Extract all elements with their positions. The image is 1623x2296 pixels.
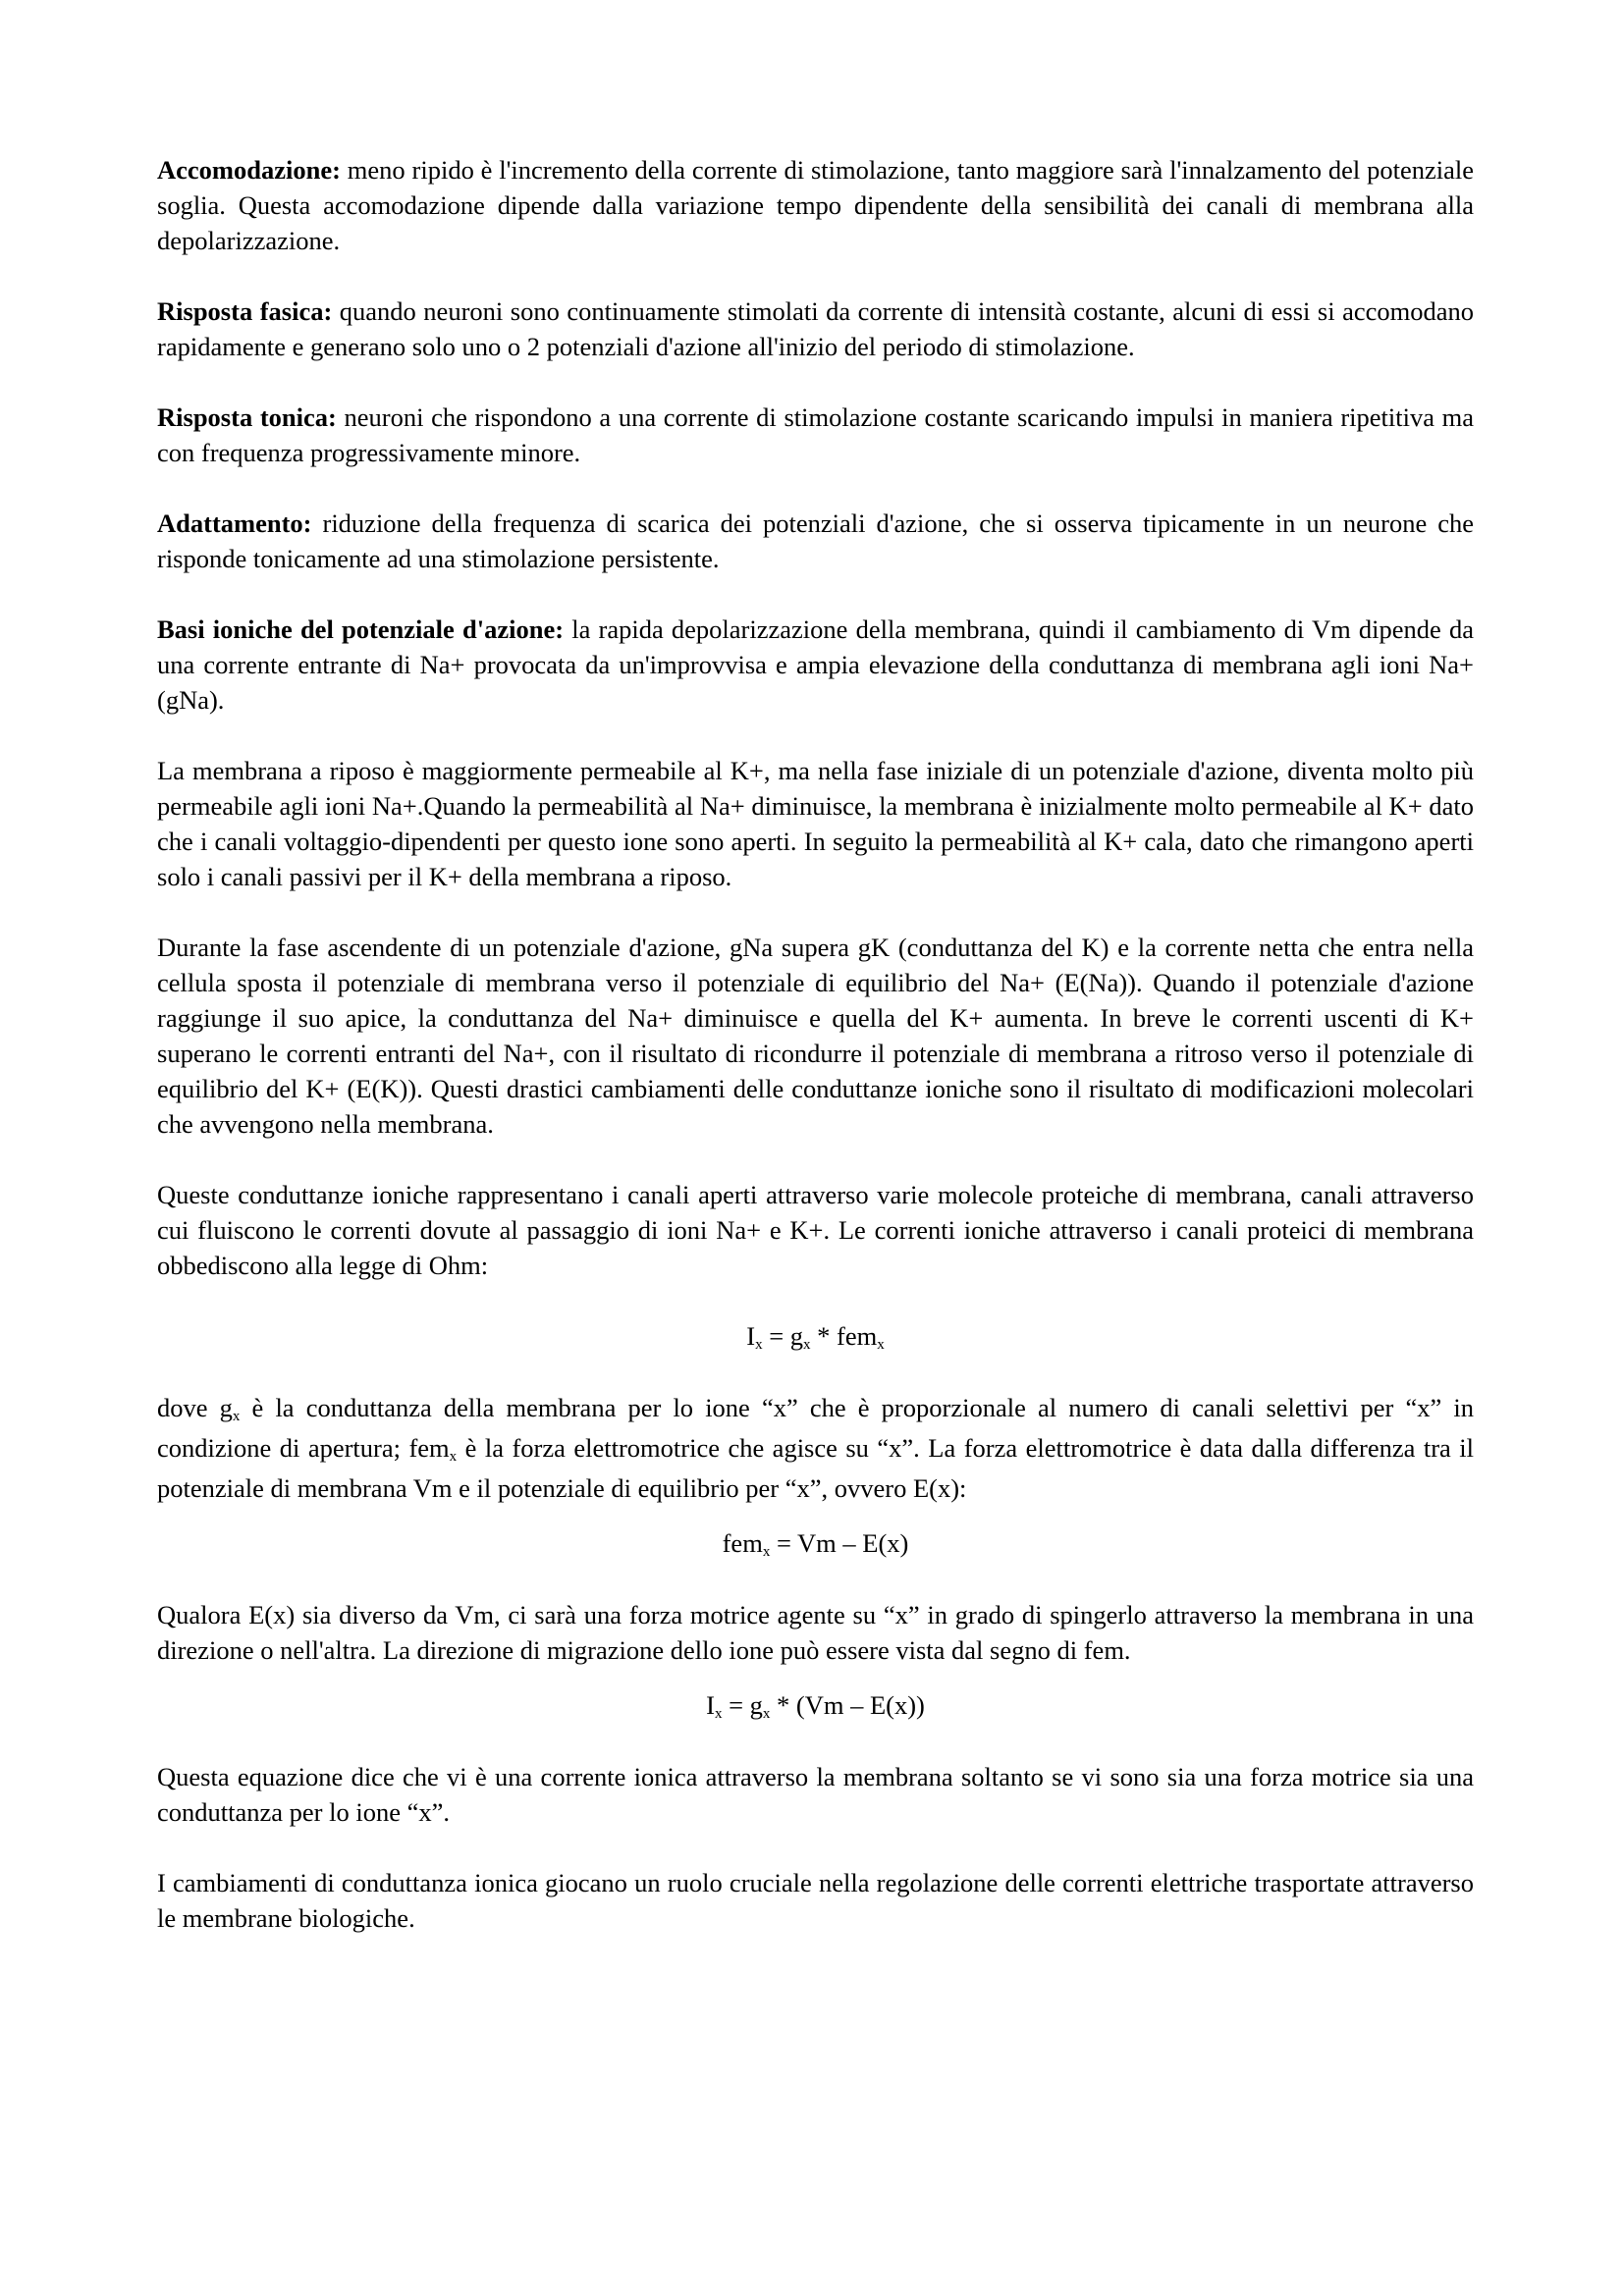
term-adattamento: Adattamento:	[157, 508, 312, 538]
paragraph-risposta-tonica	[157, 400, 1474, 470]
paragraph-cambiamenti: I cambiamenti di conduttanza ionica giocano un ruolo cruciale nella regolazione delle correnti elettriche trasportate attraverso le membrane biologiche.	[157, 1868, 1474, 1933]
formula-corrente-ionica: $I_x = g_x * (Vm - E(x))$	[706, 1690, 925, 1722]
term-risposta-fasica: Risposta fasica:	[157, 296, 333, 326]
paragraph-accomodazione	[157, 152, 1474, 258]
paragraph-questa-equazione: Questa equazione dice che vi è una corrente ionica attraverso la membrana soltanto se vi sono sia una forza motrice sia una conduttanza per lo ione “x”.	[157, 1762, 1474, 1827]
formula-ohm: $I_x = g_x * fem_x$	[746, 1321, 885, 1353]
paragraph-conduttanze-ioniche: Queste conduttanze ioniche rappresentano i canali aperti attraverso varie molecole proteiche di membrana, canali attraverso cui fluiscono le correnti dovute al passaggio di ioni Na+ e K+. Le correnti ioniche attraverso i canali proteici di membrana obbediscono alla legge di Ohm:	[157, 1180, 1474, 1280]
definition-risposta-fasica: quando neuroni sono continuamente stimolati da corrente di intensità costante, alcuni di essi si accomodano rapidamente e generano solo uno o 2 potenziali d'azione all'inizio del periodo di stimolazione.	[157, 296, 1474, 361]
paragraph-basi-ioniche	[157, 612, 1474, 718]
paragraph-membrana-riposo: La membrana a riposo è maggiormente permeabile al K+, ma nella fase iniziale di un potenziale d'azione, diventa molto più permeabile agli ioni Na+.Quando la permeabilità al Na+ diminuisce, la membrana è inizialmente molto permeabile al K+ dato che i canali voltaggio-dipendenti per questo ione sono aperti. In seguito la permeabilità al K+ cala, dato che rimangono aperti solo i canali passivi per il K+ della membrana a riposo.	[157, 756, 1474, 891]
paragraph-fase-ascendente: Durante la fase ascendente di un potenziale d'azione, gNa supera gK (conduttanza del K) e la corrente netta che entra nella cellula sposta il potenziale di membrana verso il potenziale di equilibrio del Na+ (E(Na)). Quando il potenziale d'azione raggiunge il suo apice, la conduttanza del Na+ diminuisce e quella del K+ aumenta. In breve le correnti uscenti di K+ superano le correnti entranti del Na+, con il risultato di ricondurre il potenziale di membrana a ritroso verso il potenziale di equilibrio del K+ (E(K)). Questi drastici cambiamenti delle conduttanze ioniche sono il risultato di modificazioni molecolari che avvengono nella membrana.	[157, 933, 1474, 1139]
paragraph-dove: dove $g_x$ è la conduttanza della membrana per lo ione “x” che è proporzionale al numero di canali selettivi per “x” in condizione di apertura; fem$_x$ è la forza elettromotrice che agisce su “x”. La forza elettromotrice è data dalla differenza tra il potenziale di membrana Vm e il potenziale di equilibrio per “x”, ovvero E(x):	[157, 1393, 1475, 1503]
paragraph-adattamento	[157, 506, 1474, 576]
term-accomodazione: Accomodazione:	[157, 155, 341, 185]
term-basi-ioniche: Basi ioniche del potenziale d'azione:	[157, 614, 565, 644]
definition-adattamento: riduzione della frequenza di scarica dei potenziali d'azione, che si osserva tipicamente in un neurone che risponde tonicamente ad una stimolazione persistente.	[157, 508, 1474, 573]
definition-basi-ioniche: la rapida depolarizzazione della membrana, quindi il cambiamento di Vm dipende da una corrente entrante di Na+ provocata da un'improvvisa e ampia elevazione della conduttanza di membrana agli ioni Na+ (gNa).	[157, 614, 1474, 715]
paragraph-qualora: Qualora E(x) sia diverso da Vm, ci sarà una forza motrice agente su “x” in grado di spingerlo attraverso la membrana in una direzione o nell'altra. La direzione di migrazione dello ione può essere vista dal segno di fem.	[157, 1600, 1474, 1665]
formula-fem: fem$_x$ = Vm – E(x)	[722, 1528, 909, 1560]
definition-risposta-tonica: neuroni che rispondono a una corrente di stimolazione costante scaricando impulsi in maniera ripetitiva ma con frequenza progressivamente minore.	[157, 402, 1475, 467]
term-risposta-tonica: Risposta tonica:	[157, 402, 337, 432]
paragraph-risposta-fasica	[157, 294, 1474, 364]
definition-accomodazione: meno ripido è l'incremento della corrente di stimolazione, tanto maggiore sarà l'innalzamento del potenziale soglia. Questa accomodazione dipende dalla variazione tempo dipendente della sensibilità dei canali di membrana alla depolarizzazione.	[157, 155, 1474, 255]
